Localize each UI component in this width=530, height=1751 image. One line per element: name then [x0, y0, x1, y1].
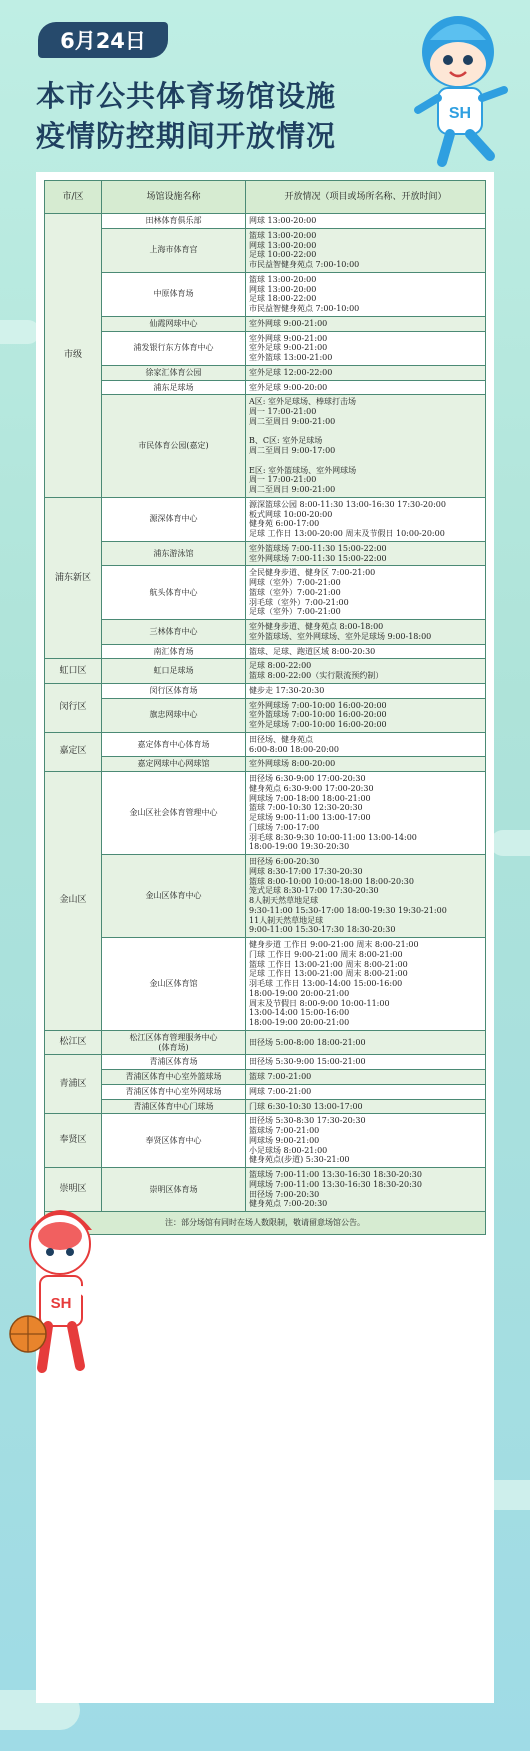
opening-hours-cell: 门球 6:30-10:30 13:00-17:00: [246, 1099, 486, 1114]
table-row: [45, 644, 486, 659]
district-cell: 松江区: [45, 1030, 102, 1055]
table-row: [45, 1055, 486, 1070]
opening-hours-cell: 足球 8:00-22:00 篮球 8:00-22:00（实行限流预约制）: [246, 659, 486, 684]
table-row: [45, 541, 486, 566]
opening-hours-cell: 篮球 13:00-20:00 网球 13:00-20:00 足球 10:00-22:00 市民益智健身苑点 7:00-10:00: [246, 228, 486, 272]
table-row: [45, 316, 486, 331]
venue-name-cell: 市民体育公园(嘉定): [102, 395, 246, 498]
table-row: [45, 659, 486, 684]
venue-name-cell: 松江区体育管理服务中心 (体育场): [102, 1030, 246, 1055]
district-cell: 嘉定区: [45, 732, 102, 771]
venue-name-cell: 上海市体育宫: [102, 228, 246, 272]
opening-hours-cell: 篮球 13:00-20:00 网球 13:00-20:00 足球 18:00-22:00 市民益智健身苑点 7:00-10:00: [246, 272, 486, 316]
opening-hours-cell: 全民健身步道、健身区 7:00-21:00 网球（室外）7:00-21:00 篮球（室外）7:00-21:00 羽毛球（室外）7:00-21:00 足球（室外）7:00-21:00: [246, 566, 486, 620]
table-row: [45, 272, 486, 316]
opening-hours-cell: 田径场 6:30-9:00 17:00-20:30 健身苑点 6:30-9:00 17:00-20:30 网球场 7:00-18:00 18:00-21:00 篮球 7:00-10:30 12:30-20:30 足球场 9:00-11:00 13:00-17:00 门球场 7:00-17:00 羽毛球 8:30-9:30 10:00-11:00 13:00-14:00 18:00-19:00 19:30-20:30: [246, 772, 486, 855]
opening-hours-cell: 健步走 17:30-20:30: [246, 683, 486, 698]
venue-name-cell: 虹口足球场: [102, 659, 246, 684]
venue-name-cell: 三林体育中心: [102, 620, 246, 645]
venue-name-cell: 旗忠网球中心: [102, 698, 246, 732]
table-row: [45, 772, 486, 855]
opening-hours-cell: 篮球、足球、跑道区域 8:00-20:30: [246, 644, 486, 659]
opening-hours-cell: 田径场 5:00-8:00 18:00-21:00: [246, 1030, 486, 1055]
venue-name-cell: 青浦区体育场: [102, 1055, 246, 1070]
district-cell: 闵行区: [45, 683, 102, 732]
opening-hours-cell: 室外网球场 7:00-10:00 16:00-20:00 室外篮球场 7:00-10:00 16:00-20:00 室外足球场 7:00-10:00 16:00-20:00: [246, 698, 486, 732]
table-row: [45, 938, 486, 1031]
table-row: [45, 1070, 486, 1085]
venue-name-cell: 浦发银行东方体育中心: [102, 331, 246, 365]
column-header-district: 市/区: [45, 181, 102, 214]
venue-table: [44, 180, 486, 1235]
venue-name-cell: 闵行区体育场: [102, 683, 246, 698]
opening-hours-cell: 田径场 6:00-20:30 网球 8:30-17:00 17:30-20:30 篮球 8:00-10:00 10:00-18:00 18:00-20:30 笼式足球 8:30-17:00 17:30-20:30 8人制天然草地足球 9:30-11:00 15:30-17:00 18:00-19:30 19:30-21:00 11人制天然草地足球 9:00-11:00 15:30-17:30 18:30-20:30: [246, 855, 486, 938]
opening-hours-cell: 篮球场 7:00-11:00 13:30-16:30 18:30-20:30 网球场 7:00-11:00 13:30-16:30 18:30-20:30 田径场 7:00-20:30 健身苑点 7:00-20:30: [246, 1168, 486, 1212]
district-cell: 浦东新区: [45, 497, 102, 659]
venue-name-cell: 金山区体育馆: [102, 938, 246, 1031]
opening-hours-cell: 室外篮球场 7:00-11:30 15:00-22:00 室外网球场 7:00-11:30 15:00-22:00: [246, 541, 486, 566]
opening-hours-cell: 田径场 5:30-9:00 15:00-21:00: [246, 1055, 486, 1070]
opening-hours-cell: 室外健身步道、健身苑点 8:00-18:00 室外篮球场、室外网球场、室外足球场 9:00-18:00: [246, 620, 486, 645]
table-row: [45, 757, 486, 772]
opening-hours-cell: 室外足球 9:00-20:00: [246, 380, 486, 395]
page-title-line2: 疫情防控期间开放情况: [36, 119, 337, 153]
venue-name-cell: 嘉定网球中心网球馆: [102, 757, 246, 772]
table-row: [45, 732, 486, 757]
column-header-hours: 开放情况（项目或场所名称、开放时间）: [246, 181, 486, 214]
table-row: [45, 855, 486, 938]
table-row: [45, 1114, 486, 1168]
district-cell: 青浦区: [45, 1055, 102, 1114]
opening-hours-cell: 室外足球 12:00-22:00: [246, 365, 486, 380]
table-row: [45, 228, 486, 272]
venue-name-cell: 源深体育中心: [102, 497, 246, 541]
venue-table-panel: [36, 172, 494, 1703]
venue-name-cell: 青浦区体育中心室外篮球场: [102, 1070, 246, 1085]
opening-hours-cell: 源深篮球公园 8:00-11:30 13:00-16:30 17:30-20:00 板式网球 10:00-20:00 健身苑 6:00-17:00 足球 工作日 13:00-20:00 周末及节假日 10:00-20:00: [246, 497, 486, 541]
table-row: [45, 698, 486, 732]
district-cell: 崇明区: [45, 1168, 102, 1212]
table-header-row: [45, 181, 486, 214]
venue-name-cell: 青浦区体育中心门球场: [102, 1099, 246, 1114]
column-header-venue: 场馆设施名称: [102, 181, 246, 214]
table-row: [45, 331, 486, 365]
opening-hours-cell: 网球 13:00-20:00: [246, 214, 486, 229]
date-badge: 6月24日: [38, 22, 168, 58]
svg-text:SH: SH: [50, 1295, 72, 1312]
svg-text:SH: SH: [448, 105, 472, 122]
basketball-mascot-icon: [8, 1196, 112, 1381]
venue-name-cell: 中原体育场: [102, 272, 246, 316]
opening-hours-cell: 室外网球 9:00-21:00 室外足球 9:00-21:00 室外篮球 13:00-21:00: [246, 331, 486, 365]
opening-hours-cell: 健身步道 工作日 9:00-21:00 周末 8:00-21:00 门球 工作日 9:00-21:00 周末 8:00-21:00 篮球 工作日 13:00-21:00 周末 8:00-21:00 足球 工作日 13:00-21:00 周末 8:00-21:00 羽毛球 工作日 13:00-14:00 15:00-16:00 18:00-19:00 20:00-21:00 周末及节假日 8:00-9:00 10:00-11:00 13:00-14:00 15:00-16:00 18:00-19:00 20:00-21:00: [246, 938, 486, 1031]
venue-name-cell: 金山区社会体育管理中心: [102, 772, 246, 855]
district-cell: 奉贤区: [45, 1114, 102, 1168]
opening-hours-cell: 田径场 5:30-8:30 17:30-20:30 篮球场 7:00-21:00 网球场 9:00-21:00 小足球场 8:00-21:00 健身苑点(步道) 5:30-21:00: [246, 1114, 486, 1168]
opening-hours-cell: A区: 室外足球场、棒球打击场 周一 17:00-21:00 周二至周日 9:00-21:00 B、C区: 室外足球场 周二至周日 9:00-17:00 E区: 室外篮球场、室外网球场 周一 17:00-21:00 周二至周日 9:00-21:00: [246, 395, 486, 498]
venue-name-cell: 航头体育中心: [102, 566, 246, 620]
table-row: [45, 1099, 486, 1114]
table-row: [45, 620, 486, 645]
opening-hours-cell: 室外网球 9:00-21:00: [246, 316, 486, 331]
opening-hours-cell: 篮球 7:00-21:00: [246, 1070, 486, 1085]
table-row: [45, 1084, 486, 1099]
venue-name-cell: 仙霞网球中心: [102, 316, 246, 331]
district-cell: 金山区: [45, 772, 102, 1031]
venue-name-cell: 青浦区体育中心室外网球场: [102, 1084, 246, 1099]
venue-name-cell: 浦东游泳馆: [102, 541, 246, 566]
venue-name-cell: 徐家汇体育公园: [102, 365, 246, 380]
venue-name-cell: 田林体育俱乐部: [102, 214, 246, 229]
venue-name-cell: 金山区体育中心: [102, 855, 246, 938]
shanghai-mascot-icon: [408, 10, 518, 170]
opening-hours-cell: 田径场、健身苑点 6:00-8:00 18:00-20:00: [246, 732, 486, 757]
table-row: [45, 214, 486, 229]
table-row: [45, 365, 486, 380]
venue-name-cell: 崇明区体育场: [102, 1168, 246, 1212]
venue-table-body: [45, 214, 486, 1212]
table-row: [45, 380, 486, 395]
district-cell: 市级: [45, 214, 102, 498]
table-note: 注：部分场馆有同时在场人数限制，敬请留意场馆公告。: [45, 1212, 486, 1235]
venue-name-cell: 嘉定体育中心体育场: [102, 732, 246, 757]
venue-name-cell: 奉贤区体育中心: [102, 1114, 246, 1168]
venue-name-cell: 南汇体育场: [102, 644, 246, 659]
table-row: [45, 683, 486, 698]
cloud-decoration: [490, 830, 530, 856]
table-row: [45, 497, 486, 541]
table-row: [45, 566, 486, 620]
opening-hours-cell: 网球 7:00-21:00: [246, 1084, 486, 1099]
opening-hours-cell: 室外网球场 8:00-20:00: [246, 757, 486, 772]
venue-name-cell: 浦东足球场: [102, 380, 246, 395]
table-row: [45, 395, 486, 498]
cloud-decoration: [0, 320, 40, 344]
page-title-line1: 本市公共体育场馆设施: [36, 79, 337, 113]
district-cell: 虹口区: [45, 659, 102, 684]
table-row: [45, 1030, 486, 1055]
